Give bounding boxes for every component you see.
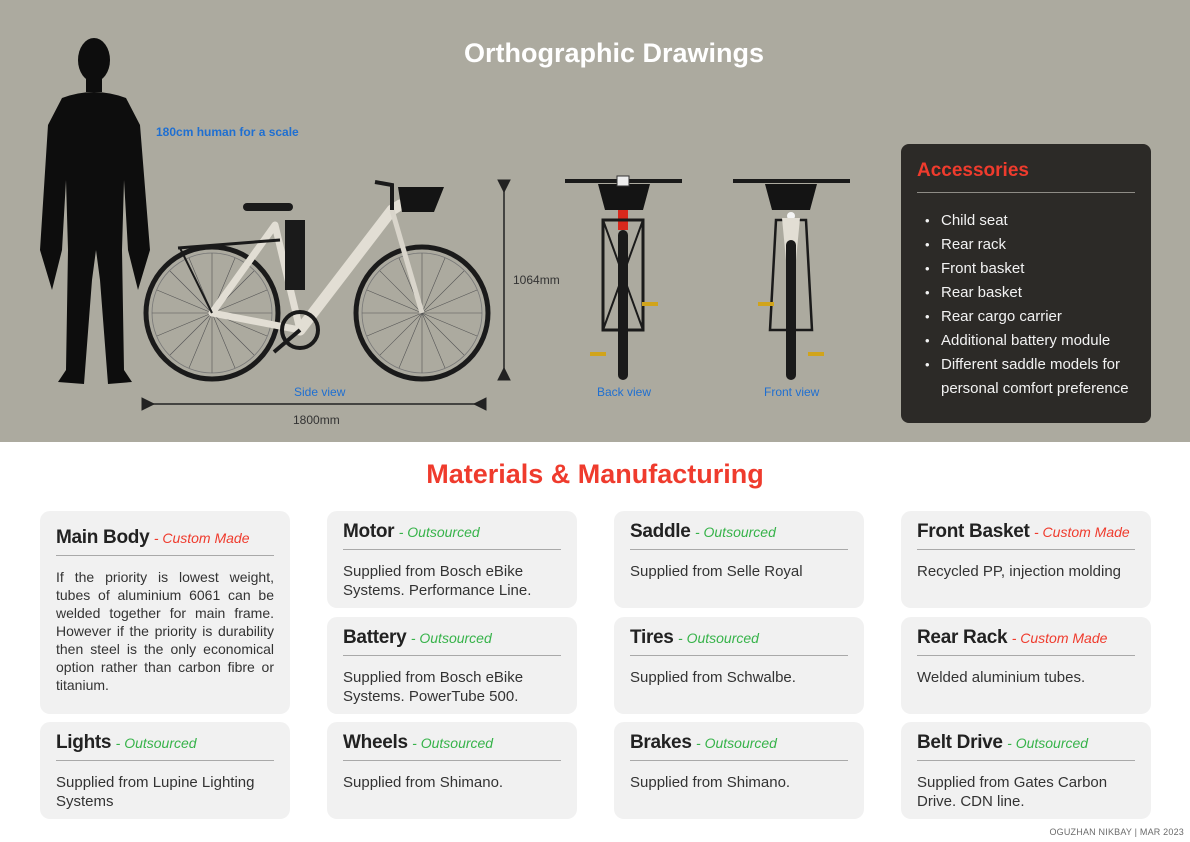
card-text: Welded aluminium tubes. bbox=[917, 669, 1086, 686]
length-dimension bbox=[142, 398, 486, 410]
footer-credit: OGUZHAN NIKBAY | MAR 2023 bbox=[1049, 827, 1184, 837]
card-name: Belt Drive bbox=[917, 732, 1003, 753]
card-tires bbox=[614, 617, 864, 714]
accessory-item: • Rear basket bbox=[925, 281, 1135, 305]
card-main-body bbox=[40, 511, 290, 714]
card-front-basket bbox=[901, 511, 1151, 608]
card-text: Supplied from Lupine Lighting Systems bbox=[56, 774, 255, 810]
card-header bbox=[630, 627, 848, 656]
card-name: Battery bbox=[343, 627, 407, 648]
card-source: - Outsourced bbox=[1007, 735, 1089, 751]
card-header bbox=[56, 732, 274, 761]
accessory-item: • Rear cargo carrier bbox=[925, 305, 1135, 329]
accessory-item: • Different saddle models for personal comfort preference bbox=[925, 353, 1135, 401]
card-text: Supplied from Shimano. bbox=[343, 774, 504, 791]
height-dimension bbox=[498, 180, 510, 380]
card-text: Supplied from Schwalbe. bbox=[630, 669, 796, 686]
card-source: - Custom Made bbox=[1011, 630, 1108, 646]
accessory-item: • Additional battery module bbox=[925, 329, 1135, 353]
card-header bbox=[917, 627, 1135, 656]
card-text: If the priority is lowest weight, tubes of aluminium 6061 can be welded together for main frame. However if the priority is durability then steel is the only economical option rather than carbon fibre or titanium. bbox=[56, 569, 274, 693]
card-name: Motor bbox=[343, 521, 395, 542]
card-name: Main Body bbox=[56, 527, 150, 548]
back-view-label: Back view bbox=[597, 385, 652, 399]
card-name: Lights bbox=[56, 732, 112, 753]
card-belt-drive bbox=[901, 722, 1151, 819]
front-view-label: Front view bbox=[764, 385, 820, 399]
front-view-bike bbox=[733, 181, 850, 380]
card-header bbox=[630, 732, 848, 761]
card-header bbox=[343, 521, 561, 550]
human-silhouette bbox=[40, 38, 150, 384]
human-scale-label: 180cm human for a scale bbox=[156, 125, 299, 139]
card-text: Recycled PP, injection molding bbox=[917, 563, 1122, 580]
accessory-item: • Child seat bbox=[925, 209, 1135, 233]
card-text: Supplied from Shimano. bbox=[630, 774, 791, 791]
card-source: - Outsourced bbox=[398, 524, 480, 540]
card-header bbox=[56, 527, 274, 556]
card-text: Supplied from Bosch eBike Systems. PowerTube 500. bbox=[343, 669, 524, 705]
card-source: - Outsourced bbox=[115, 735, 197, 751]
card-battery bbox=[327, 617, 577, 714]
height-label: 1064mm bbox=[513, 273, 560, 287]
card-text: Supplied from Selle Royal bbox=[630, 563, 803, 580]
card-header bbox=[917, 732, 1135, 761]
card-name: Brakes bbox=[630, 732, 692, 753]
materials-title: Materials & Manufacturing bbox=[426, 459, 764, 489]
accessories-panel bbox=[901, 144, 1151, 423]
card-name: Saddle bbox=[630, 521, 691, 542]
card-rear-rack bbox=[901, 617, 1151, 714]
accessory-item: • Front basket bbox=[925, 257, 1135, 281]
card-brakes bbox=[614, 722, 864, 819]
card-header bbox=[343, 627, 561, 656]
card-header bbox=[630, 521, 848, 550]
orthographic-drawings bbox=[0, 0, 900, 442]
side-view-bike bbox=[146, 182, 488, 379]
card-source: - Outsourced bbox=[678, 630, 759, 646]
card-source: - Outsourced bbox=[410, 630, 492, 646]
length-label: 1800mm bbox=[293, 413, 340, 427]
card-wheels bbox=[327, 722, 577, 819]
card-lights bbox=[40, 722, 290, 819]
card-source: - Outsourced bbox=[412, 735, 494, 751]
card-text: Supplied from Gates Carbon Drive. CDN line. bbox=[917, 774, 1108, 810]
card-header bbox=[343, 732, 561, 761]
card-name: Tires bbox=[630, 627, 674, 648]
card-source: - Outsourced bbox=[696, 735, 777, 751]
card-header bbox=[917, 521, 1135, 550]
card-source: - Custom Made bbox=[153, 530, 250, 546]
card-name: Wheels bbox=[343, 732, 408, 753]
back-view-bike bbox=[565, 176, 682, 380]
accessory-item: • Rear rack bbox=[925, 233, 1135, 257]
side-view-label: Side view bbox=[294, 385, 346, 399]
card-source: - Outsourced bbox=[694, 524, 776, 540]
card-motor bbox=[327, 511, 577, 608]
accessories-title: Accessories bbox=[917, 160, 1135, 193]
card-saddle bbox=[614, 511, 864, 608]
card-source: - Custom Made bbox=[1034, 524, 1130, 540]
card-text: Supplied from Bosch eBike Systems. Performance Line. bbox=[343, 563, 532, 599]
accessories-list bbox=[917, 209, 1135, 401]
drawings-title: Orthographic Drawings bbox=[463, 38, 765, 68]
card-name: Front Basket bbox=[917, 521, 1030, 542]
card-name: Rear Rack bbox=[917, 627, 1008, 648]
